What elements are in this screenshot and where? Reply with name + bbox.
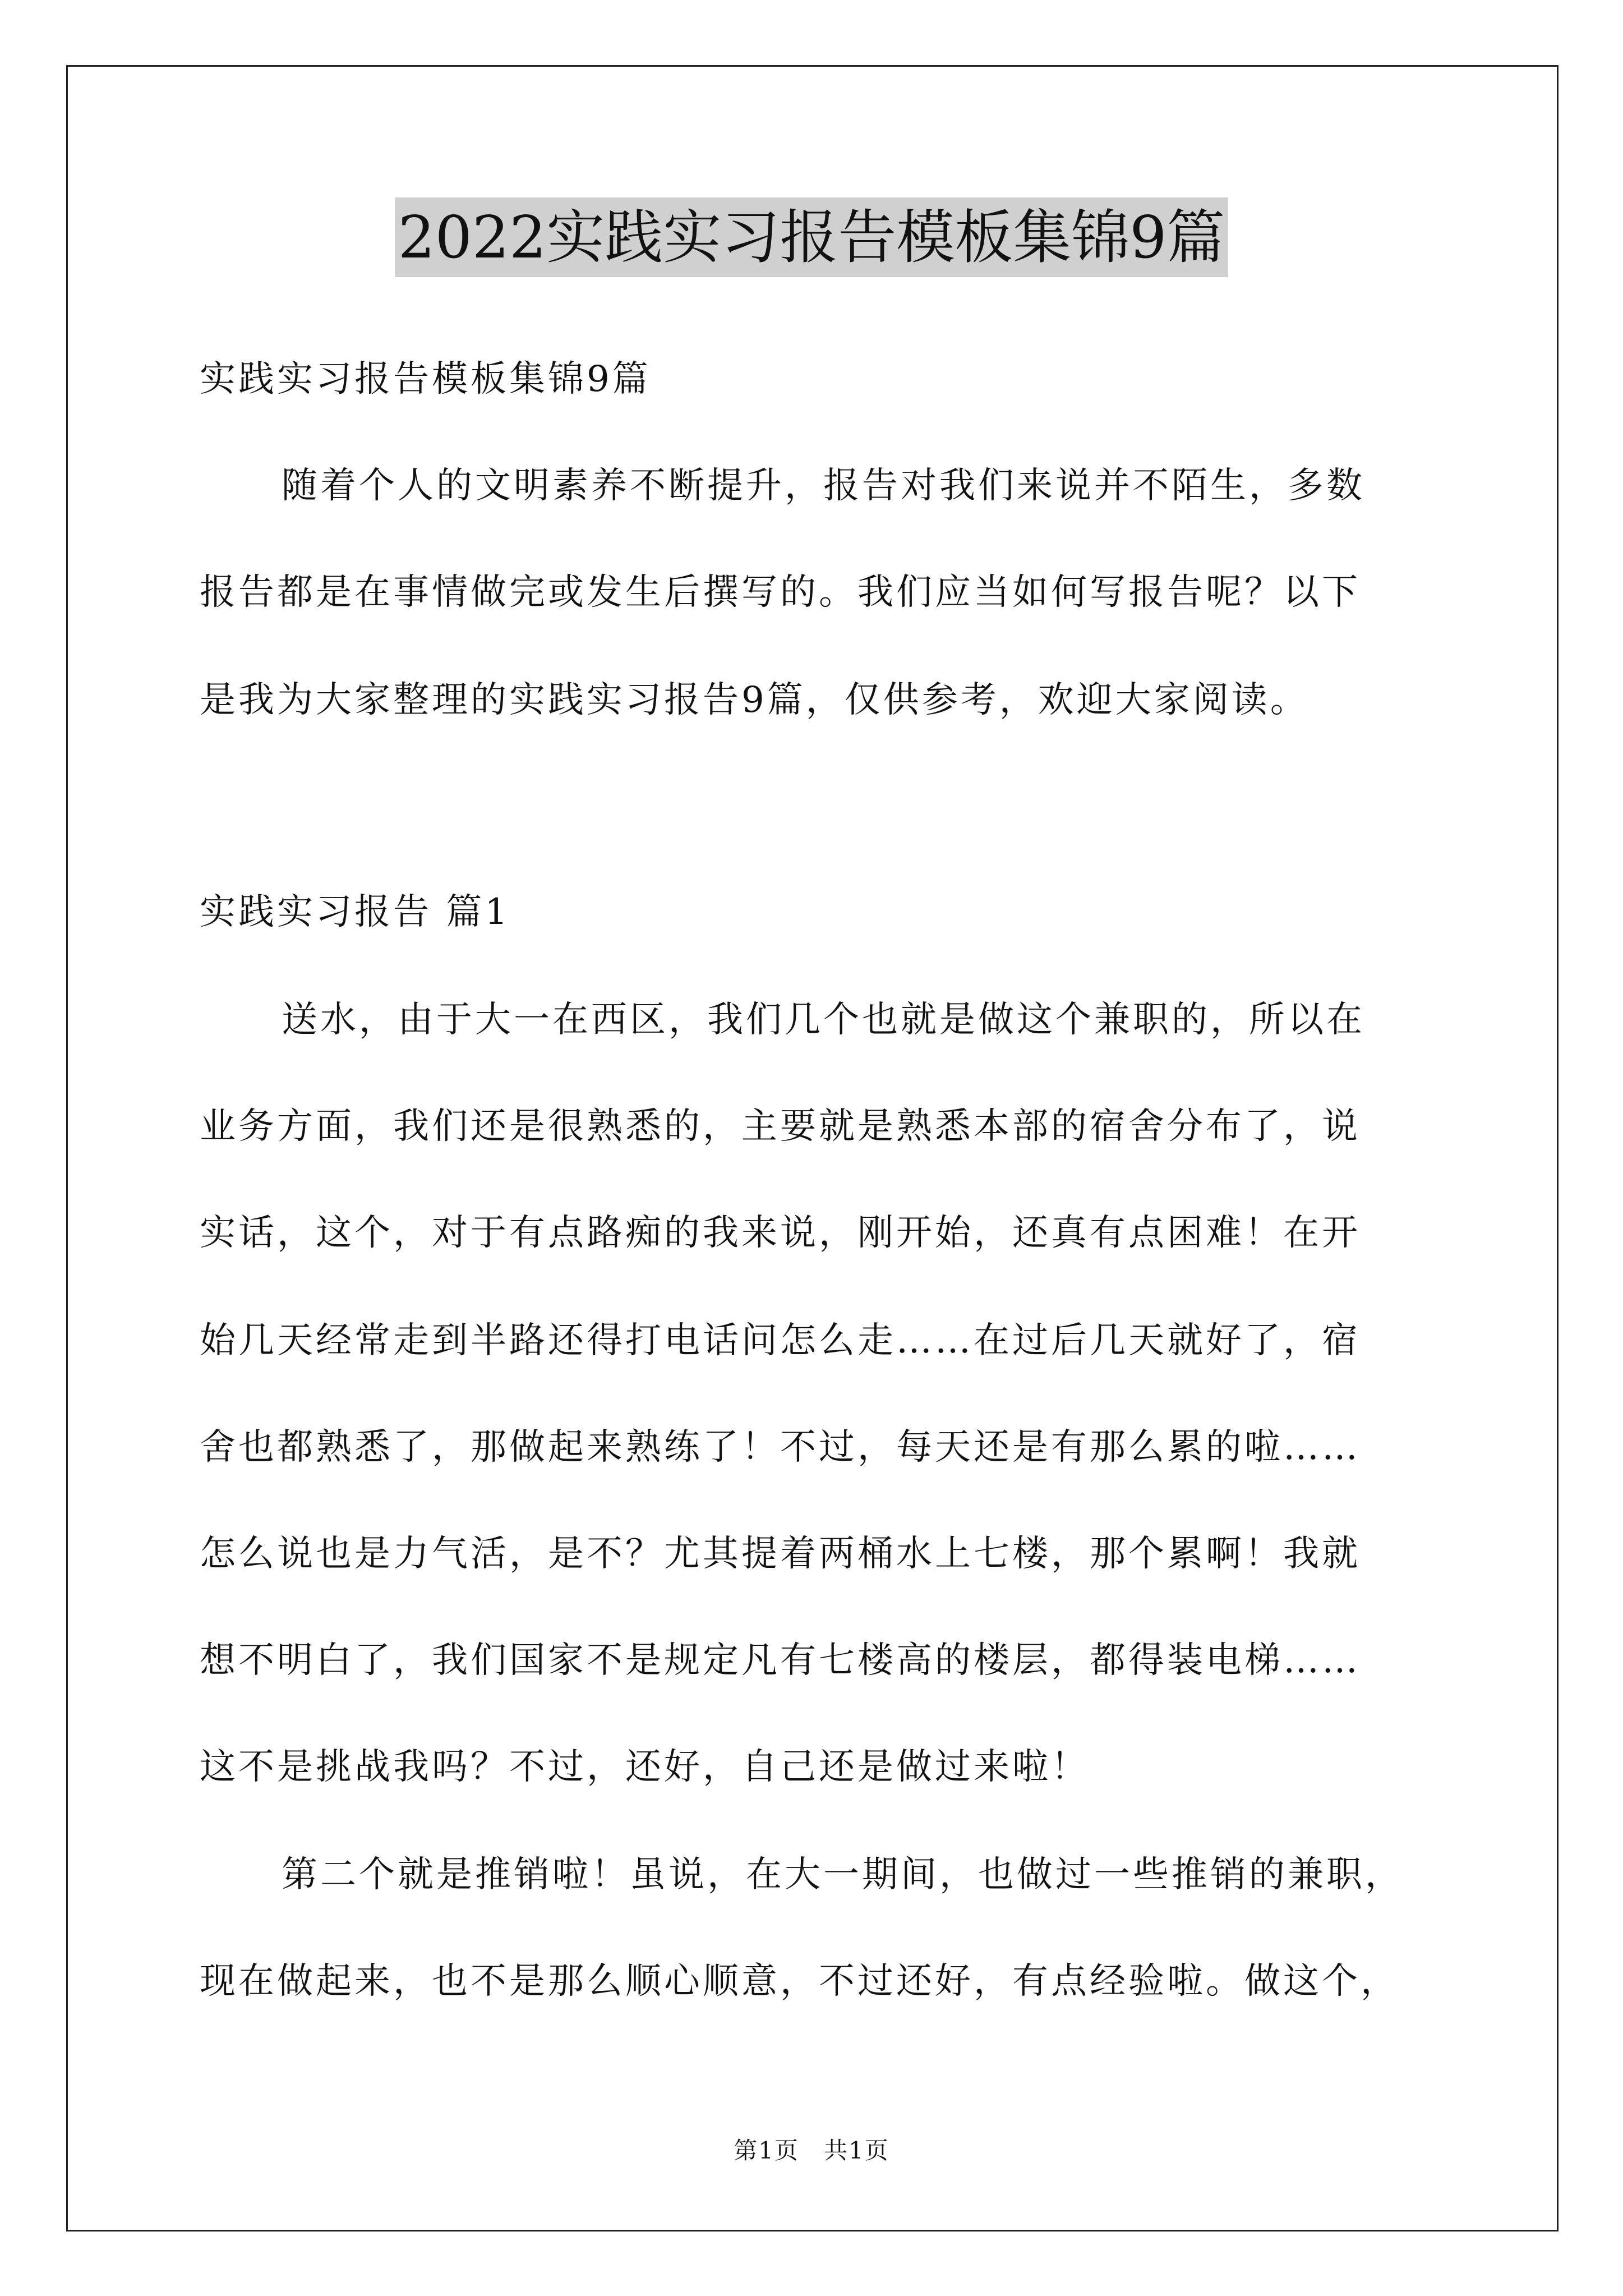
title-block — [0, 197, 1623, 277]
paragraph-line: 送水，由于大一在西区，我们几个也就是做这个兼职的，所以在 — [282, 999, 1365, 1041]
paragraph-line: 始几天经常走到半路还得打电话问怎么走……在过后几天就好了，宿 — [200, 1320, 1361, 1361]
paragraph-line: 想不明白了，我们国家不是规定凡有七楼高的楼层，都得装电梯…… — [200, 1640, 1361, 1681]
document-subtitle: 实践实习报告模板集锦9篇 — [200, 358, 651, 400]
intro-line: 报告都是在事情做完或发生后撰写的。我们应当如何写报告呢？以下 — [200, 572, 1361, 613]
paragraph-line: 怎么说也是力气活，是不？尤其提着两桶水上七楼，那个累啊！我就 — [200, 1533, 1361, 1575]
document-title: 2022实践实习报告模板集锦9篇 — [395, 197, 1229, 277]
paragraph-line: 实话，这个，对于有点路痴的我来说，刚开始，还真有点困难！在开 — [200, 1212, 1361, 1254]
paragraph-line: 舍也都熟悉了，那做起来熟练了！不过，每天还是有那么累的啦…… — [200, 1427, 1361, 1468]
intro-line: 随着个人的文明素养不断提升，报告对我们来说并不陌生，多数 — [282, 465, 1365, 507]
paragraph-line: 第二个就是推销啦！虽说，在大一期间，也做过一些推销的兼职， — [282, 1854, 1404, 1895]
paragraph-line: 业务方面，我们还是很熟悉的，主要就是熟悉本部的宿舍分布了，说 — [200, 1106, 1361, 1147]
section-heading: 实践实习报告 篇1 — [200, 891, 511, 933]
paragraph-line: 现在做起来，也不是那么顺心顺意，不过还好，有点经验啦。做这个， — [200, 1961, 1399, 2002]
intro-line: 是我为大家整理的实践实习报告9篇，仅供参考，欢迎大家阅读。 — [200, 679, 1309, 721]
paragraph-line: 这不是挑战我吗？不过，还好，自己还是做过来啦！ — [200, 1746, 1090, 1788]
page-footer: 第1页 共1页 — [734, 2137, 889, 2164]
